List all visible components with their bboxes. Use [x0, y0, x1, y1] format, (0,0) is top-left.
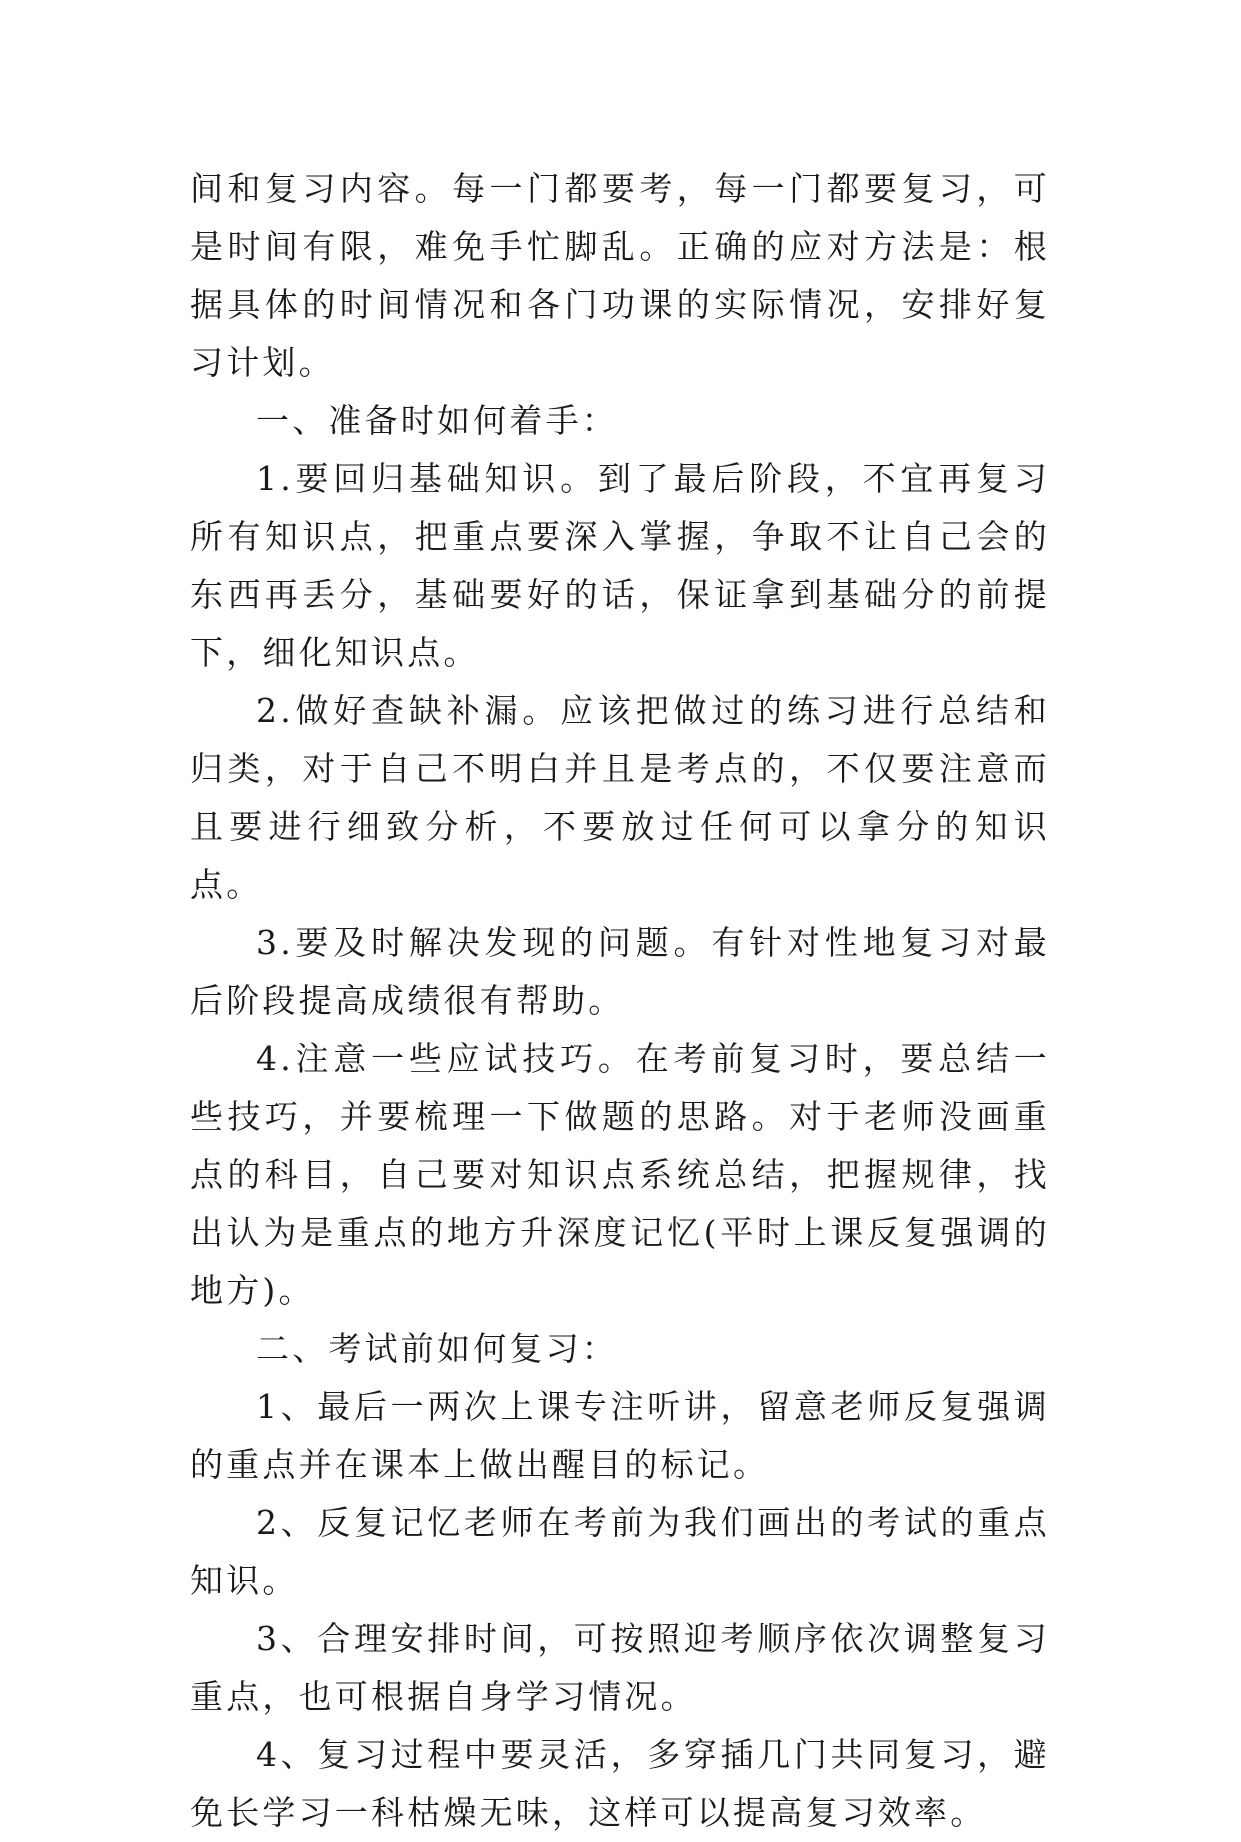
paragraph-item-2: 2.做好查缺补漏。应该把做过的练习进行总结和归类，对于自己不明白并且是考点的，不仅要注意而且要进行细致分析，不要放过任何可以拿分的知识点。	[190, 691, 1050, 904]
section-heading-preparation: 一、准备时如何着手：	[256, 401, 618, 440]
paragraph-item-3: 3.要及时解决发现的问题。有针对性地复习对最后阶段提高成绩很有帮助。	[190, 923, 1050, 1020]
paragraph-item-1: 1.要回归基础知识。到了最后阶段，不宜再复习所有知识点，把重点要深入掌握，争取不让自己会的东西再丢分，基础要好的话，保证拿到基础分的前提下，细化知识点。	[190, 459, 1050, 672]
document-body	[190, 160, 1050, 1842]
section-heading-review: 二、考试前如何复习：	[256, 1329, 618, 1368]
review-item-4: 4、复习过程中要灵活，多穿插几门共同复习，避免长学习一科枯燥无味，这样可以提高复习效率。	[190, 1735, 1050, 1832]
paragraph-item-4: 4.注意一些应试技巧。在考前复习时，要总结一些技巧，并要梳理一下做题的思路。对于老师没画重点的科目，自己要对知识点系统总结，把握规律，找出认为是重点的地方升深度记忆(平时上课反复强调的地方)。	[190, 1039, 1050, 1310]
review-item-1: 1、最后一两次上课专注听讲，留意老师反复强调的重点并在课本上做出醒目的标记。	[190, 1387, 1050, 1484]
review-item-2: 2、反复记忆老师在考前为我们画出的考试的重点知识。	[190, 1503, 1050, 1600]
paragraph-continuation: 间和复习内容。每一门都要考，每一门都要复习，可是时间有限，难免手忙脚乱。正确的应对方法是：根据具体的时间情况和各门功课的实际情况，安排好复习计划。	[190, 169, 1050, 382]
review-item-3: 3、合理安排时间，可按照迎考顺序依次调整复习重点，也可根据自身学习情况。	[190, 1619, 1050, 1716]
